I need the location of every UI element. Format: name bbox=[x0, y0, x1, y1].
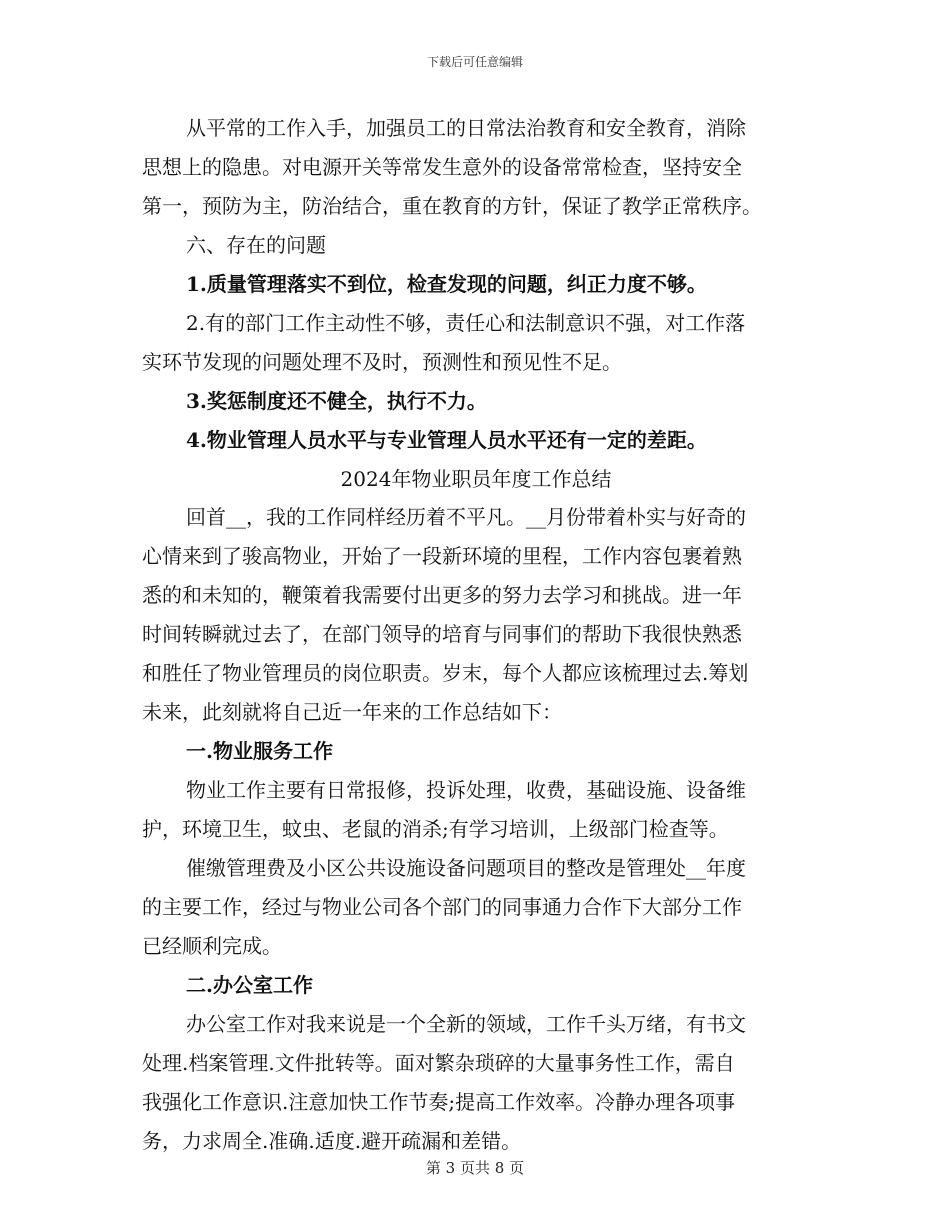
list-item: 1.质量管理落实不到位，检查发现的问题，纠正力度不够。 bbox=[186, 272, 707, 296]
section-heading: 二.办公室工作 bbox=[186, 973, 313, 997]
paragraph-line: 的主要工作，经过与物业公司各个部门的同事通力合作下大部分工作 bbox=[142, 895, 742, 919]
page-header: 下载后可任意编辑 bbox=[426, 55, 523, 69]
paragraph-line: 办公室工作对我来说是一个全新的领域，工作千头万绪，有书文 bbox=[186, 1012, 746, 1036]
list-item: 4.物业管理人员水平与专业管理人员水平还有一定的差距。 bbox=[186, 428, 707, 452]
paragraph-line: 和胜任了物业管理员的岗位职责。岁末，每个人都应该梳理过去.筹划 bbox=[142, 661, 749, 685]
paragraph-line: 悉的和未知的，鞭策着我需要付出更多的努力去学习和挑战。进一年 bbox=[142, 583, 742, 607]
list-item: 2.有的部门工作主动性不够，责任心和法制意识不强，对工作落 bbox=[186, 311, 746, 335]
paragraph-line: 我强化工作意识.注意加快工作节奏;提高工作效率。冷静办理各项事 bbox=[142, 1090, 736, 1114]
paragraph-line: 务，力求周全.准确.适度.避开疏漏和差错。 bbox=[142, 1129, 522, 1153]
paragraph-line: 未来，此刻就将自己近一年来的工作总结如下： bbox=[142, 700, 562, 724]
paragraph-line: 第一，预防为主，防治结合，重在教育的方针，保证了教学正常秩序。 bbox=[142, 194, 762, 218]
paragraph-line: 从平常的工作入手，加强员工的日常法治教育和安全教育，消除 bbox=[186, 116, 746, 140]
paragraph-line: 催缴管理费及小区公共设施设备问题项目的整改是管理处__年度 bbox=[186, 856, 746, 880]
paragraph-line: 实环节发现的问题处理不及时，预测性和预见性不足。 bbox=[142, 350, 622, 374]
document-title: 2024年物业职员年度工作总结 bbox=[340, 467, 612, 491]
paragraph-line: 物业工作主要有日常报修，投诉处理，收费，基础设施、设备维 bbox=[186, 778, 746, 802]
paragraph-line: 时间转瞬就过去了，在部门领导的培育与同事们的帮助下我很快熟悉 bbox=[142, 622, 742, 646]
paragraph-line: 思想上的隐患。对电源开关等常发生意外的设备常常检查，坚持安全 bbox=[142, 155, 742, 179]
paragraph-line: 心情来到了骏高物业，开始了一段新环境的里程，工作内容包裹着熟 bbox=[142, 544, 742, 568]
section-heading: 一.物业服务工作 bbox=[186, 739, 333, 763]
paragraph-line: 护，环境卫生，蚊虫、老鼠的消杀;有学习培训，上级部门检查等。 bbox=[142, 817, 729, 841]
page-footer: 第 3 页共 8 页 bbox=[425, 1159, 525, 1177]
paragraph-line: 回首__，我的工作同样经历着不平凡。__月份带着朴实与好奇的 bbox=[186, 505, 746, 529]
paragraph-line: 已经顺利完成。 bbox=[142, 934, 282, 958]
paragraph-line: 处理.档案管理.文件批转等。面对繁杂琐碎的大量事务性工作，需自 bbox=[142, 1051, 735, 1075]
list-item: 3.奖惩制度还不健全，执行不力。 bbox=[186, 389, 487, 413]
section-heading: 六、存在的问题 bbox=[186, 233, 326, 257]
